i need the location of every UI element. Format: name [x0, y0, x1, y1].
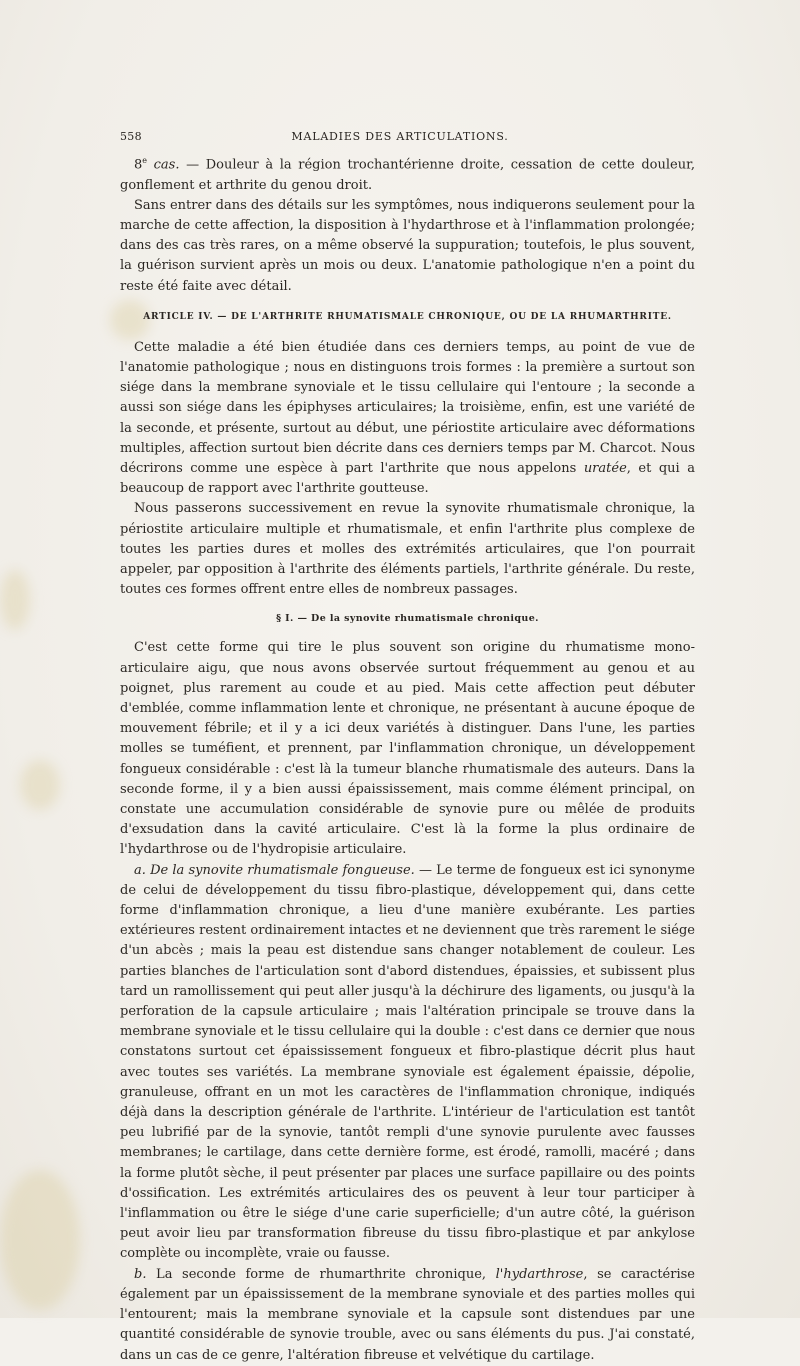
paragraph-3: Nous passerons successivement en revue la synovite rhumatismale chronique, la périostite articulaire multiple et rhumatismale, et enfin l'arthrite plus complexe de toutes les parties dures et molles des extrémités articulaires, que l'on pourrait appeler, par opposition à l'arthrite des éléments partiels, l'arthrite générale. Du reste, toutes ces formes offrent entre elles de nombreux passages. — [120, 501, 695, 598]
paragraph-2-end: , et qui a beaucoup de rapport avec l'arthrite goutteuse. — [120, 460, 695, 497]
paragraph-2-italic: uratée — [583, 460, 627, 476]
body-text — [120, 151, 695, 1366]
running-title: MALADIES DES ARTICULATIONS. — [291, 130, 509, 143]
paragraph-6-italic: l'hydarthrose — [495, 1266, 584, 1282]
paragraph-2-text: Cette maladie a été bien étudiée dans ces derniers temps, au point de vue de l'anatomie pathologique ; nous en distinguons trois formes : la première a surtout son siége dans la membrane synoviale et le tissu cellulaire qui l'entoure ; la seconde a aussi son siége dans les épiphyses articulaires; la troisième, enfin, est une variété de la seconde, et présente, surtout au début, une périostite articulaire avec déformations multiples, affection surtout bien décrite dans ces derniers temps par M. Charcot. Nous décrirons comme une espèce à part l'arthrite que nous appelons — [120, 339, 695, 476]
paragraph-6-end: , se caractérise également par un épaississement de la membrane synoviale et des parties molles qui l'entourent; mais la membrane synoviale et la capsule sont distendues par une quantité considérable de synovie trouble, avec ou sans éléments du pus. J'ai constaté, dans un cas de ce genre, l'altération fibreuse et velvétique du cartilage. — [120, 1266, 695, 1363]
article-heading: ARTICLE IV. — DE L'ARTHRITE RHUMATISMALE CHRONIQUE, OU DE LA RHUMARTHRITE. — [143, 311, 672, 322]
paragraph-5-label: a. — [134, 862, 146, 878]
paragraph-6-label: b. — [134, 1266, 147, 1282]
paragraph-6 — [120, 1265, 695, 1366]
paper-stain — [0, 1170, 80, 1310]
paragraph-4: C'est cette forme qui tire le plus souvent son origine du rhumatisme mono-articulaire aigu, que nous avons observée surtout fréquemment au genou et au poignet, plus rarement au coude et au pied. Mais cette affection peut débuter d'emblée, comme inflammation lente et chronique, ne présentant à aucune époque de mouvement fébrile; et il y a ici deux variétés à distinguer. Dans l'une, les parties molles se tuméfient, et prennent, par l'inflammation chronique, un développement fongueux considérable : c'est là la tumeur blanche rhumatismale des auteurs. Dans la seconde forme, il y a bien aussi épaississement, mais comme élément principal, on constate une accumulation considérable de synovie pure ou mêlée de produits d'exsudation dans la cavité articulaire. C'est là la forme la plus ordinaire de l'hydarthrose ou de l'hydropisie articulaire. — [120, 640, 695, 858]
paragraph-2 — [120, 338, 695, 500]
paragraph-5-text: — Le terme de fongueux est ici synonyme de celui de développement du tissu fibro-plastique, développement qui, dans cette forme d'inflammation chronique, a lieu d'une manière exubérante. Les parties extérieures restent ordinairement intactes et ne deviennent que très rarement le siége d'un abcès ; mais la peau est distendue sans changer notablement de couleur. Les parties blanches de l'articulation sont d'abord distendues, épaissies, et subissent plus tard un ramollissement qui peut aller jusqu'à la déchirure des ligaments, ou jusqu'à la perforation de la capsule articulaire ; mais l'altération principale se trouve dans la membrane synoviale et le tissu cellulaire qui la double : c'est dans ce dernier que nous constatons surtout cet épaississement fongueux et fibro-plastique décrit plus haut avec toutes ses variétés. La membrane synoviale est également épaissie, dépolie, granuleuse, offrant en un mot les caractères de l'inflammation chronique, indiqués déjà dans la description générale de l'arthrite. L'intérieur de l'articulation est tantôt peu lubrifié par de la synovie, tantôt rempli d'une synovie purulente avec fausses membranes; le cartilage, dans cette dernière forme, est érodé, ramolli, macéré ; dans la forme plutôt sèche, il peut présenter par places une surface papillaire ou des points d'ossification. Les extrémités articulaires des os peuvent à leur tour participer à l'inflammation ou être le siége d'une carie superficielle; d'un autre côté, la guérison peut avoir lieu par transformation fibreuse du tissu fibro-plastique et par ankylose complète ou incomplète, vraie ou fausse. — [120, 862, 695, 1262]
case-text: — Douleur à la région trochantérienne droite, cessation de cette douleur, gonflement et arthrite du genou droit. — [120, 157, 695, 193]
paragraph-5-title: De la synovite rhumatismale fongueuse. — [150, 862, 415, 878]
section-heading: § I. — De la synovite rhumatismale chronique. — [276, 613, 539, 625]
page-number: 558 — [120, 130, 142, 143]
paragraph-6-text: La seconde forme de rhumarthrite chronique, — [146, 1266, 496, 1282]
paragraph-1: Sans entrer dans des détails sur les symptômes, nous indiquerons seulement pour la marche de cette affection, la disposition à l'hydarthrose et à l'inflammation prolongée; dans des cas très rares, on a même observé la suppuration; toutefois, le plus souvent, la guérison survient après un mois ou deux. L'anatomie pathologique n'en a point du reste été faite avec détail. — [120, 197, 695, 294]
paper-stain — [20, 760, 60, 810]
case-label: cas. — [153, 157, 180, 173]
paragraph-5 — [120, 861, 695, 1265]
case-number: 8 — [134, 157, 143, 173]
case-paragraph — [120, 151, 695, 196]
paper-stain — [0, 570, 30, 630]
page-header — [120, 130, 680, 146]
case-sup: e — [142, 156, 148, 165]
